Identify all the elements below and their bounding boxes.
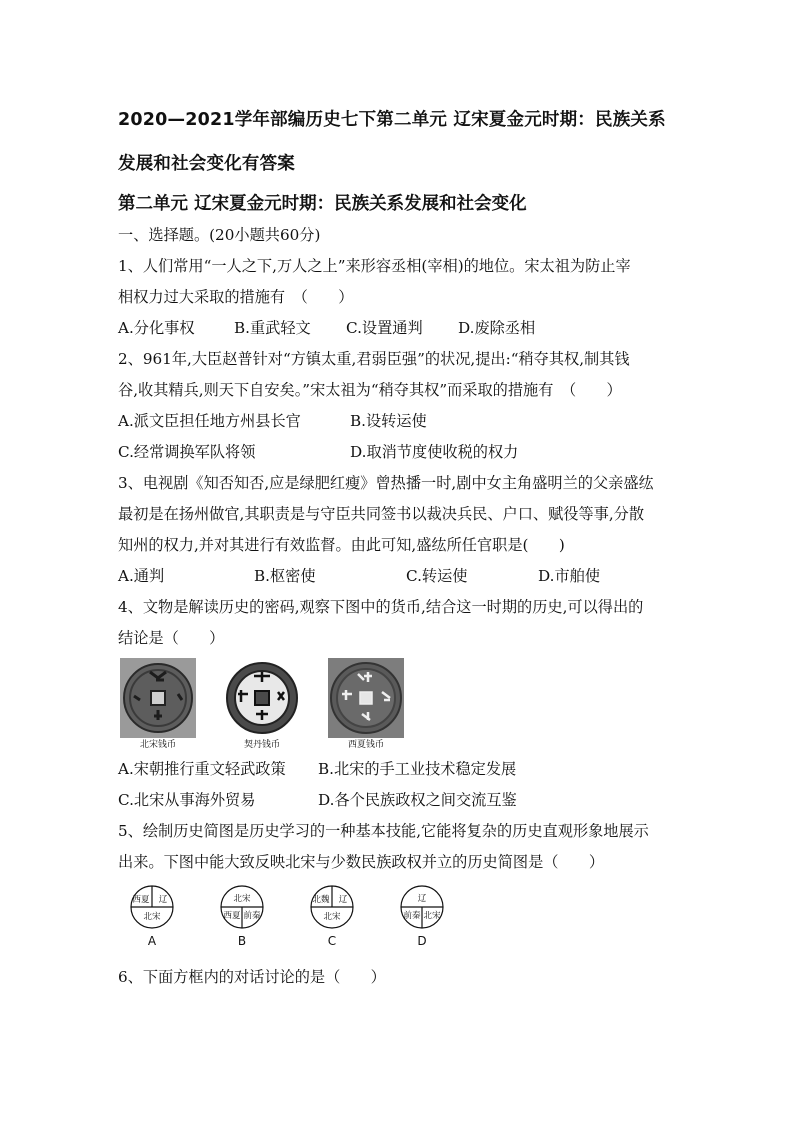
document-page [118, 98, 678, 993]
q2-stem-line1: 2、961年,大臣赵普针对“方镇太重,君弱臣强”的状况,提出:“稍夺其权,制其钱 [118, 350, 630, 368]
coin-northern-song [120, 658, 196, 752]
q1-options [118, 313, 678, 344]
q3-stem-line3: 知州的权力,并对其进行有效监督。由此可知,盛纮所任官职是( ) [118, 536, 565, 554]
diagram-letter: D [417, 934, 427, 948]
doc-title-line1: 2020—2021学年部编历史七下第二单元 辽宋夏金元时期：民族关系 [118, 110, 666, 130]
q4-stem-line2: 结论是（ ） [118, 629, 225, 647]
q1-option-b: B.重武轻文 [234, 319, 311, 337]
q2-options-row2 [118, 437, 678, 468]
coin-western-xia [328, 658, 404, 752]
section-title: 第二单元 辽宋夏金元时期：民族关系发展和社会变化 [118, 194, 527, 214]
q3-stem-line2: 最初是在扬州做官,其职责是与守臣共同签书以裁决兵民、户口、赋役等事,分散 [118, 505, 645, 523]
q5-stem-line2: 出来。下图中能大致反映北宋与少数民族政权并立的历史简图是（ ） [118, 853, 604, 871]
coin-photo-icon [328, 658, 404, 738]
diagram-b [208, 884, 276, 948]
q2-option-c: C.经常调换军队将领 [118, 443, 256, 461]
q5-stem-line1: 5、绘制历史简图是历史学习的一种基本技能,它能将复杂的历史直观形象地展示 [118, 822, 649, 840]
q3-option-a: A.通判 [118, 567, 165, 585]
q3-options [118, 561, 678, 592]
diagram-label: 北宋 [233, 894, 251, 904]
diagram-label: 前秦 [403, 911, 421, 921]
q2-stem-line2: 谷,收其精兵,则天下自安矣。”宋太祖为“稍夺其权”而采取的措施有 （ ） [118, 381, 622, 399]
diagram-label: 西夏 [132, 895, 150, 905]
q2-option-d: D.取消节度使收税的权力 [350, 443, 519, 461]
q4-option-d: D.各个民族政权之间交流互鉴 [318, 791, 517, 809]
diagram-label: 辽 [158, 895, 168, 905]
doc-title-line2: 发展和社会变化有答案 [118, 154, 295, 174]
q3-option-b: B.枢密使 [254, 567, 316, 585]
diagram-label: 北宋 [423, 911, 441, 921]
diagram-letter: C [327, 934, 337, 948]
diagram-label: 北宋 [143, 912, 161, 922]
q2-option-b: B.设转运使 [350, 412, 427, 430]
q1-stem-line1: 1、人们常用“一人之下,万人之上”来形容丞相(宰相)的地位。宋太祖为防止宰 [118, 257, 631, 275]
coin-photo-icon [224, 658, 300, 738]
q3-option-c: C.转运使 [406, 567, 468, 585]
q3-stem-line1: 3、电视剧《知否知否,应是绿肥红瘦》曾热播一时,剧中女主角盛明兰的父亲盛纮 [118, 474, 654, 492]
diagram-label: 北宋 [323, 912, 341, 922]
coin-caption: 西夏钱币 [347, 740, 384, 750]
q4-option-c: C.北宋从事海外贸易 [118, 791, 256, 809]
q4-option-b: B.北宋的手工业技术稳定发展 [318, 760, 517, 778]
part-heading: 一、选择题。(20小题共60分) [118, 226, 321, 244]
q2-options-row1 [118, 406, 678, 437]
diagram-a [118, 884, 186, 948]
diagram-letter: B [237, 934, 247, 948]
q4-options-row1 [118, 754, 678, 785]
diagram-c [298, 884, 366, 948]
q1-option-d: D.废除丞相 [458, 319, 536, 337]
diagram-d [388, 884, 456, 948]
q1-option-c: C.设置通判 [346, 319, 423, 337]
coin-figure [120, 658, 678, 752]
diagram-label: 辽 [338, 895, 348, 905]
q1-stem-line2: 相权力过大采取的措施有 （ ） [118, 288, 354, 306]
coin-photo-icon [120, 658, 196, 738]
q4-stem-line1: 4、文物是解读历史的密码,观察下图中的货币,结合这一时期的历史,可以得出的 [118, 598, 644, 616]
diagram-options [118, 884, 678, 948]
coin-caption: 北宋钱币 [139, 740, 176, 750]
q3-option-d: D.市舶使 [538, 567, 601, 585]
diagram-label: 北魏 [312, 895, 330, 905]
q4-options-row2 [118, 785, 678, 816]
q2-option-a: A.派文臣担任地方州县长官 [118, 412, 301, 430]
diagram-label: 西夏 [223, 911, 241, 921]
q4-option-a: A.宋朝推行重文轻武政策 [118, 760, 286, 778]
q1-option-a: A.分化事权 [118, 319, 195, 337]
diagram-label: 前秦 [243, 911, 261, 921]
coin-khitan [224, 658, 300, 752]
coin-caption: 契丹钱币 [243, 740, 280, 750]
q6-stem-line1: 6、下面方框内的对话讨论的是（ ） [118, 968, 386, 986]
diagram-label: 辽 [417, 894, 427, 904]
diagram-letter: A [147, 934, 157, 948]
